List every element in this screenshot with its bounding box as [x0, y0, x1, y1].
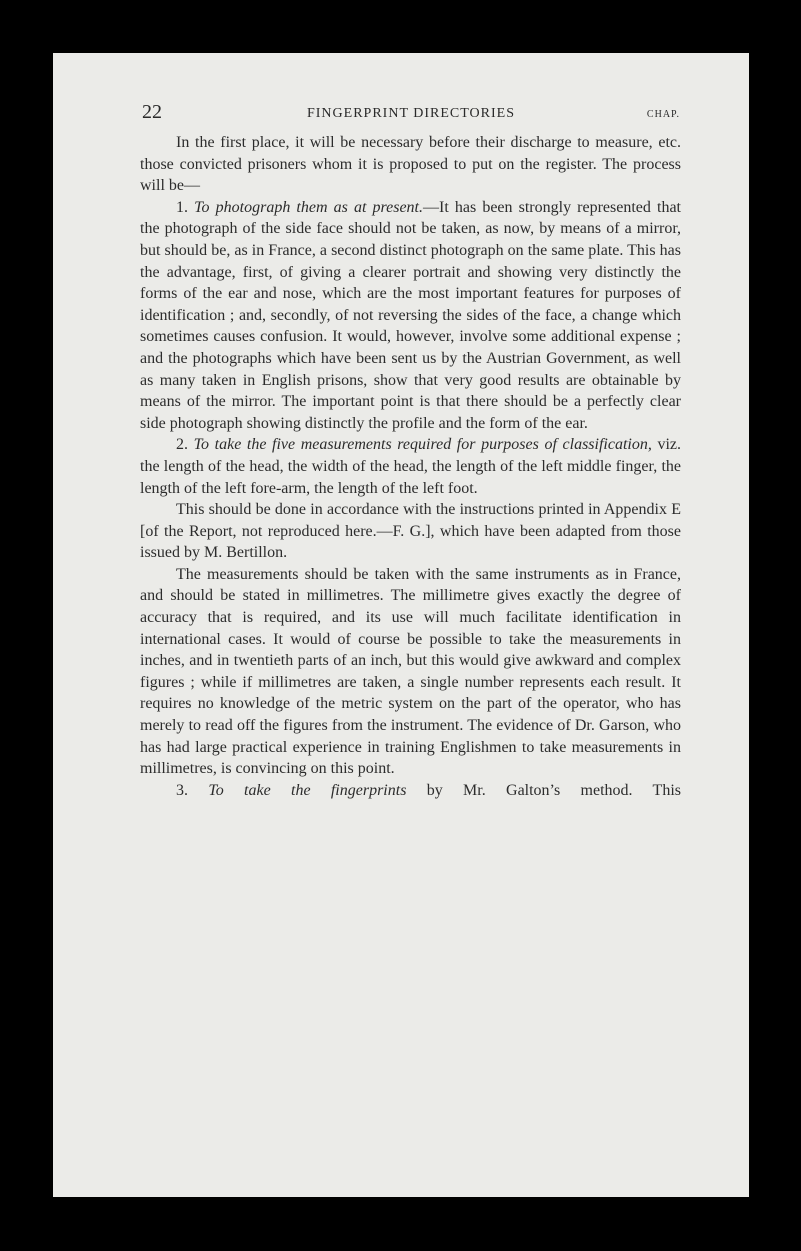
item-1-heading: To photograph them as at present. — [194, 198, 424, 216]
item-2-heading: To take the five measurements required for purposes of classification, — [193, 436, 652, 454]
paragraph-intro: In the first place, it will be necessary before their discharge to measure, etc. those convicted prisoners whom it is proposed to put on the register. The process will be— — [140, 134, 681, 195]
item-3-heading: To take the fingerprints — [208, 781, 407, 799]
running-title: FINGERPRINT DIRECTORIES — [306, 106, 515, 121]
body-text — [140, 132, 681, 801]
paragraph-item-1: 1. To photograph them as at present.—It has been strongly represented that the photograph of the side face should not be taken, as now, by means of a mirror, but should be, as in France, a second distinct photograph on the same plate. This has the advantage, first, of giving a clearer portrait and showing very distinctly the forms of the ear and nose, which are the most important features for purposes of identification ; and, secondly, of not reversing the sides of the face, a change which sometimes causes confusion. It would, however, involve some additional expense ; and the photographs which have been sent us by the Austrian Government, as well as many taken in English prisons, show that very good results are obtainable by means of the mirror. The important point is that there should be a perfectly clear side photograph showing distinctly the profile and the form of the ear. — [140, 198, 682, 432]
page-header — [142, 101, 680, 127]
paragraph-item-2: 2. To take the five measurements required for purposes of classification, viz. the length of the head, the width of the head, the length of the left middle finger, the length of the left fore-arm, the length of the left foot. — [140, 436, 682, 497]
paragraph-measurements: The measurements should be taken with the same instruments as in France, and should be stated in millimetres. The millimetre gives exactly the degree of accuracy that is required, and its use will much facilitate identification in international cases. It would of course be possible to take the measurements in inches, and in twentieth parts of an inch, but this would give awkward and complex figures ; while if millimetres are taken, a single number represents each result. It requires no knowledge of the metric system on the part of the operator, who has merely to read off the figures from the instrument. The evidence of Dr. Garson, who has had large practical experience in training Englishmen to take measurements in millimetres, is convincing on this point. — [140, 565, 681, 778]
chapter-label: CHAP. — [646, 109, 680, 120]
page-number: 22 — [142, 101, 162, 123]
paragraph-appendix: This should be done in accordance with the instructions printed in Appendix E [of the Report, not reproduced here.—F. G.], which have been adapted from those issued by M. Bertillon. — [140, 501, 681, 562]
paragraph-item-3: 3. To take the fingerprints by Mr. Galton’s method. This — [176, 781, 681, 799]
